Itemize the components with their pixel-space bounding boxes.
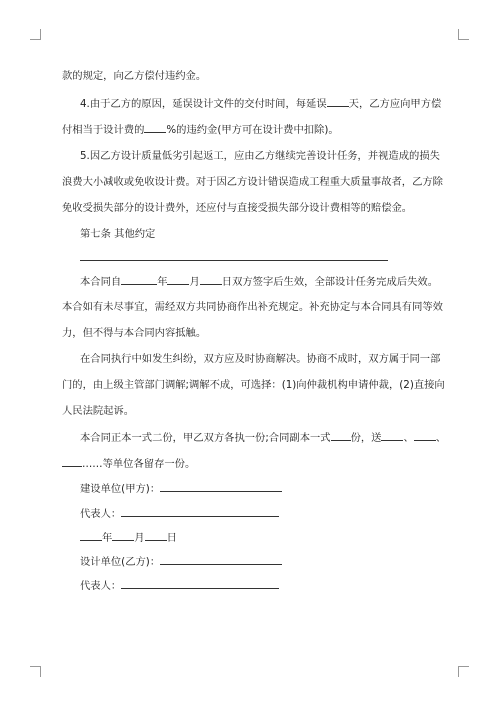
crop-mark-top-left [30, 29, 41, 40]
fill-blank [121, 274, 157, 285]
date-label: 月 [134, 532, 145, 544]
signature-line [160, 554, 282, 565]
paragraph-text: ……等单位各留存一份。 [82, 458, 196, 470]
copies-line-1 [80, 430, 446, 445]
signature-label: 代表人： [80, 580, 122, 592]
party-b-signature [80, 554, 282, 569]
paragraph-text: 人民法院起诉。 [62, 405, 135, 417]
section-heading: 第七条 其他约定 [80, 228, 156, 240]
crop-mark-bottom-right [458, 666, 469, 677]
signature-line [121, 578, 279, 589]
party-a-signature [80, 481, 282, 496]
paragraph-text: 份，送 [350, 432, 382, 444]
crop-mark-bottom-left [30, 666, 41, 677]
effect-line-2 [62, 300, 443, 314]
fill-blank [112, 530, 134, 541]
clause-5-line-2 [62, 175, 443, 189]
signature-line [160, 481, 282, 492]
paragraph-text: 门的，由上级主管部门调解;调解不成，可选择：(1)向仲裁机构申请仲裁，(2)直接向 [62, 379, 445, 391]
fill-blank [200, 274, 222, 285]
paragraph-text: 力，但不得与本合同内容抵触。 [62, 327, 207, 339]
clause-4-line-2 [62, 122, 339, 137]
paragraph-text: 本合同正本一式二份，甲乙双方各执一份;合同副本一式 [80, 432, 331, 444]
fill-blank [331, 430, 351, 441]
fill-blank [414, 430, 436, 441]
paragraph-text: 免收受损失部分的设计费外，还应付与直接受损失部分设计费相等的赔偿金。 [62, 202, 413, 214]
date-label: 日 [166, 532, 177, 544]
fill-blank [167, 274, 189, 285]
paragraph-text: 、 [435, 432, 447, 444]
fill-line [80, 260, 388, 261]
paragraph-text: 天，乙方应向甲方偿 [348, 98, 442, 110]
fill-blank [381, 430, 403, 441]
paragraph-text: 本合如有未尽事宜，需经双方共同协商作出补充规定。补充协定与本合同具有同等效 [62, 301, 443, 313]
clause-5-line-1 [80, 149, 440, 163]
paragraph-text: 本合同自 [80, 276, 122, 288]
article-7-heading [80, 227, 155, 241]
paragraph-text: 4.由于乙方的原因，延误设计文件的交付时间，每延误 [80, 98, 327, 110]
paragraph-text: 在合同执行中如发生纠纷，双方应及时协商解决。协商不成时，双方属于同一部 [80, 353, 441, 365]
paragraph-text: 年 [157, 276, 168, 288]
paragraph-text: 月 [189, 276, 200, 288]
dispute-line-1 [80, 352, 440, 366]
paragraph-text: 付相当于设计费的 [62, 124, 145, 136]
effect-line-3 [62, 326, 206, 340]
crop-mark-top-right [458, 29, 469, 40]
copies-line-2 [62, 456, 195, 471]
dispute-line-3 [62, 404, 134, 418]
paragraph-text: 5.因乙方设计质量低劣引起返工，应由乙方继续完善设计任务，并视造成的损失 [80, 150, 440, 162]
clause-5-line-3 [62, 201, 412, 215]
party-a-representative [80, 506, 279, 521]
fill-blank [144, 122, 166, 133]
signature-line [121, 506, 279, 517]
paragraph-text: 、 [403, 432, 414, 444]
fill-blank [80, 530, 102, 541]
signing-date [80, 530, 177, 545]
text-line [62, 69, 206, 83]
fill-blank [327, 96, 349, 107]
party-b-representative [80, 578, 279, 593]
date-label: 年 [102, 532, 113, 544]
fill-blank [62, 456, 82, 467]
fill-blank [145, 530, 167, 541]
signature-label: 代表人： [80, 508, 122, 520]
dispute-line-2 [62, 378, 445, 392]
signature-label: 设计单位(乙方)： [80, 556, 161, 568]
paragraph-text: 浪费大小减收或免收设计费。对于因乙方设计错误造成工程重大质量事故者，乙方除 [62, 176, 443, 188]
effect-line-1 [80, 274, 438, 289]
paragraph-text: 日双方签字后生效，全部设计任务完成后失效。 [221, 276, 439, 288]
paragraph-text: 款的规定，向乙方偿付违约金。 [62, 70, 207, 82]
signature-label: 建设单位(甲方)： [80, 483, 161, 495]
clause-4-line-1 [80, 96, 441, 111]
paragraph-text: %的违约金(甲方可在设计费中扣除)。 [166, 124, 339, 136]
